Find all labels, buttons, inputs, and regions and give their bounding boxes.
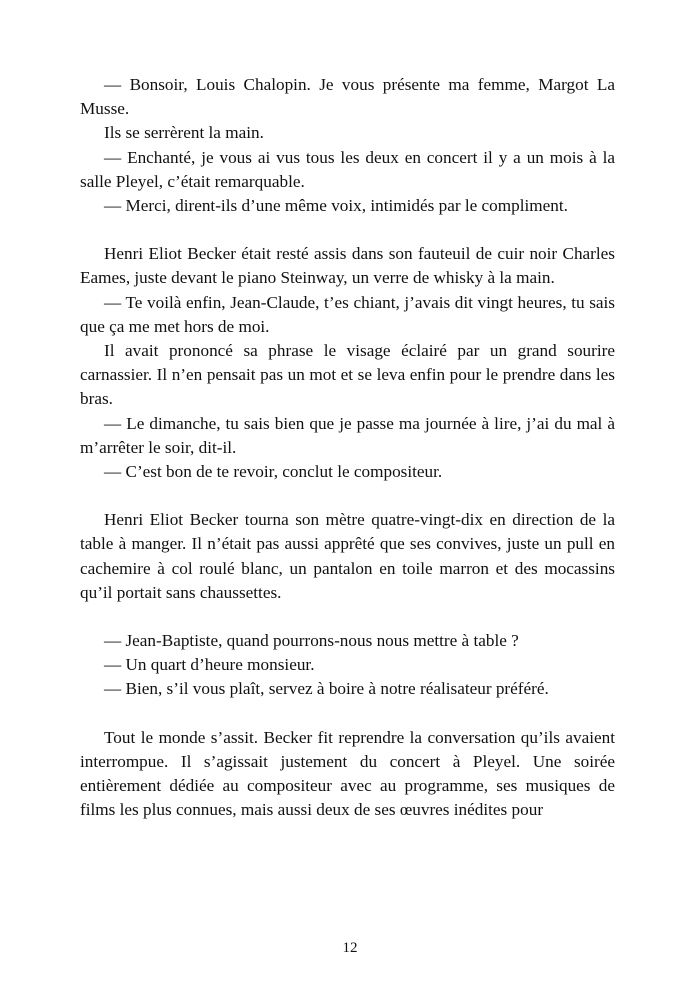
paragraph: — Le dimanche, tu sais bien que je passe ma journée à lire, j’ai du mal à m’arrêter le soir, dit-il. [80,413,615,457]
paragraph-spacer [80,218,615,242]
paragraph: — Jean-Baptiste, quand pourrons-nous nous mettre à table ? [104,631,519,651]
paragraph: — Te voilà enfin, Jean-Claude, t’es chiant, j’avais dit vingt heures, tu sais que ça me met hors de moi. [80,292,615,336]
paragraph: Ils se serrèrent la main. [104,123,264,143]
paragraph: — C’est bon de te revoir, conclut le compositeur. [104,462,443,482]
paragraph: — Un quart d’heure monsieur. [104,655,315,675]
paragraph: — Enchanté, je vous ai vus tous les deux en concert il y a un mois à la salle Pleyel, c’était remarquable. [80,147,615,191]
paragraph: Henri Eliot Becker était resté assis dans son fauteuil de cuir noir Charles Eames, juste devant le piano Steinway, un verre de whisky à la main. [80,244,615,288]
paragraph: Il avait prononcé sa phrase le visage éclairé par un grand sourire carnassier. Il n’en pensait pas un mot et se leva enfin pour le prendre dans les bras. [80,341,615,409]
paragraph: — Bien, s’il vous plaît, servez à boire à notre réalisateur préféré. [104,679,549,699]
paragraph: Tout le monde s’assit. Becker fit reprendre la conversation qu’ils avaient interrompue. Il s’agissait justement du concert à Pleyel. Une soirée entièrement dédiée au compositeur avec au programme, ses musiques de films les plus connues, mais aussi deux de ses œuvres inédites pour [80,727,615,820]
paragraph-spacer [80,605,615,629]
paragraph: — Merci, dirent-ils d’une même voix, intimidés par le compliment. [104,196,568,216]
paragraph: — Bonsoir, Louis Chalopin. Je vous présente ma femme, Margot La Musse. [80,75,615,119]
paragraph: Henri Eliot Becker tourna son mètre quatre-vingt-dix en direction de la table à manger. Il n’était pas aussi apprêté que ses convives, juste un pull en cachemire à col roulé blanc, un pantalon en toile marron et des mocassins qu’il portait sans chaussettes. [80,510,615,602]
paragraph-spacer [80,702,615,726]
page-body-text [80,73,615,822]
page-number: 12 [342,940,358,956]
paragraph-spacer [80,484,615,508]
